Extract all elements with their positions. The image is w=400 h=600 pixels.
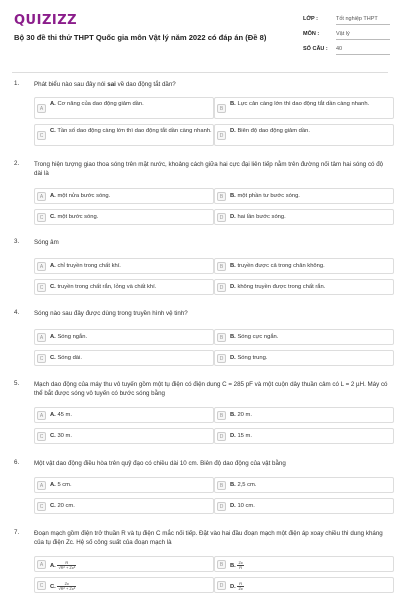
option-text: D. không truyền được trong chất rắn. <box>230 284 326 290</box>
option-text: C. 20 cm. <box>50 503 75 509</box>
option-text: D. Sóng trung. <box>230 355 268 361</box>
option-b[interactable] <box>214 188 394 204</box>
option-c[interactable] <box>34 209 214 225</box>
option-text: D. 15 m. <box>230 433 252 439</box>
option-text: C. một bước sóng. <box>50 214 99 220</box>
option-text: A. chỉ truyền trong chất khí. <box>50 263 121 269</box>
option-letter: A <box>37 481 46 490</box>
option-letter: D <box>217 131 226 140</box>
option-text: C. truyền trong chất rắn, lỏng và chất khí. <box>50 284 157 290</box>
option-letter: D <box>217 432 226 441</box>
option-a[interactable] <box>34 556 214 572</box>
question-text: Sóng nào sau đây được dùng trong truyền hình vệ tinh? <box>34 310 188 317</box>
option-d[interactable] <box>214 350 394 366</box>
document-title: Bộ 30 đề thi thử THPT Quốc gia môn Vật lý năm 2022 có đáp án (Đề 8) <box>14 33 267 42</box>
option-text: B. một phần tư bước sóng. <box>230 193 300 199</box>
option-text: D. Biên độ dao động giảm dần. <box>230 128 310 134</box>
fraction: $\frac{R}{\text{√R² + Zc²}}$ <box>58 560 76 570</box>
option-text: B. $\frac{Zc}{R}$ <box>230 560 243 570</box>
option-text: D. 10 cm. <box>230 503 255 509</box>
question-number: 4. <box>14 309 20 316</box>
question-number: 5. <box>14 380 20 387</box>
option-b[interactable] <box>214 556 394 572</box>
option-letter: B <box>217 192 226 201</box>
option-letter: C <box>37 581 46 590</box>
question-number: 2. <box>14 160 20 167</box>
option-letter: B <box>217 481 226 490</box>
question-text: Phát biểu nào sau đây nói sai về dao động tắt dần? <box>34 81 176 88</box>
option-d[interactable] <box>214 577 394 593</box>
option-text: C. Sóng dài. <box>50 355 82 361</box>
option-d[interactable] <box>214 498 394 514</box>
question-text: Trong hiện tượng giao thoa sóng trên mặt nước, khoảng cách giữa hai cực đại liên tiếp nằm trên đường nối tâm hai sóng có độ dài là <box>34 161 384 178</box>
question-number: 1. <box>14 80 20 87</box>
option-letter: B <box>217 560 226 569</box>
option-text: C. 30 m. <box>50 433 72 439</box>
question-text: Mạch dao động của máy thu vô tuyến gồm một tụ điện có điện dung C = 285 pF và một cuộn dây thuần cảm có L = 2 µH. Máy có thể bắt được sóng vô tuyến có bước sóng bằng <box>34 381 388 398</box>
option-letter: A <box>37 333 46 342</box>
option-letter: D <box>217 581 226 590</box>
option-text: B. Sóng cực ngắn. <box>230 334 279 340</box>
option-c[interactable] <box>34 279 214 295</box>
option-b[interactable] <box>214 258 394 274</box>
question-count-label: SỐ CÂU : <box>303 46 328 52</box>
option-b[interactable] <box>214 477 394 493</box>
option-text: D. $\frac{R}{Zc}$ <box>230 581 243 591</box>
option-letter: C <box>37 131 46 140</box>
option-letter: B <box>217 333 226 342</box>
question-number: 3. <box>14 238 20 245</box>
option-text: A. 5 cm. <box>50 482 72 488</box>
option-letter: A <box>37 560 46 569</box>
option-text: A. Sóng ngắn. <box>50 334 88 340</box>
option-letter: B <box>217 104 226 113</box>
class-label: LỚP : <box>303 16 318 22</box>
option-letter: A <box>37 192 46 201</box>
question-count-value: 40 <box>336 46 390 55</box>
header-divider <box>12 72 388 73</box>
option-text: A. $\frac{R}{\text{√R² + Zc²}}$ <box>50 560 76 570</box>
option-text: D. hai lần bước sóng. <box>230 214 286 220</box>
option-letter: B <box>217 411 226 420</box>
option-d[interactable] <box>214 124 394 146</box>
option-letter: D <box>217 283 226 292</box>
question-text: Một vật dao động điều hòa trên quỹ đạo có chiều dài 10 cm. Biên độ dao động của vật bằng <box>34 460 286 467</box>
option-text: A. một nửa bước sóng. <box>50 193 111 199</box>
option-c[interactable] <box>34 350 214 366</box>
option-c[interactable] <box>34 577 214 593</box>
question-number: 7. <box>14 529 20 536</box>
option-text: B. truyền được cả trong chân không. <box>230 263 325 269</box>
fraction: $\frac{Zc}{R}$ <box>238 560 243 570</box>
option-a[interactable] <box>34 329 214 345</box>
option-b[interactable] <box>214 97 394 119</box>
option-letter: C <box>37 432 46 441</box>
option-letter: C <box>37 283 46 292</box>
option-letter: D <box>217 354 226 363</box>
option-b[interactable] <box>214 329 394 345</box>
option-letter: C <box>37 213 46 222</box>
option-c[interactable] <box>34 124 214 146</box>
option-c[interactable] <box>34 498 214 514</box>
fraction: $\frac{R}{Zc}$ <box>238 581 243 591</box>
option-text: B. Lực cản càng lớn thì dao động tắt dần càng nhanh. <box>230 101 370 107</box>
question-text: Sóng âm <box>34 239 59 246</box>
option-text: A. 45 m. <box>50 412 72 418</box>
option-d[interactable] <box>214 209 394 225</box>
option-letter: B <box>217 262 226 271</box>
option-letter: C <box>37 354 46 363</box>
question-text: Đoạn mạch gồm điện trở thuần R và tụ điện C mắc nối tiếp. Đặt vào hai đầu đoạn mạch một điện áp xoay chiều thì dung kháng của tụ điện Zc. Hệ số công suất của đoạn mạch là <box>34 530 383 547</box>
option-letter: C <box>37 502 46 511</box>
fraction: $\frac{Zc}{\text{√R² + Zc²}}$ <box>58 581 76 591</box>
class-value: Tốt nghiệp THPT <box>336 16 390 25</box>
option-a[interactable] <box>34 407 214 423</box>
question-number: 6. <box>14 459 20 466</box>
option-letter: D <box>217 502 226 511</box>
option-letter: D <box>217 213 226 222</box>
option-letter: A <box>37 104 46 113</box>
option-letter: A <box>37 411 46 420</box>
option-text: B. 2,5 cm. <box>230 482 257 488</box>
option-a[interactable] <box>34 188 214 204</box>
option-b[interactable] <box>214 407 394 423</box>
option-letter: A <box>37 262 46 271</box>
page-header <box>0 0 400 72</box>
option-text: C. Tần số dao động càng lớn thì dao động tắt dần càng nhanh. <box>50 128 212 134</box>
option-text: C. $\frac{Zc}{\text{√R² + Zc²}}$ <box>50 581 76 591</box>
option-a[interactable] <box>34 258 214 274</box>
option-a[interactable] <box>34 477 214 493</box>
option-text: B. 20 m. <box>230 412 252 418</box>
option-d[interactable] <box>214 428 394 444</box>
subject-value: Vật lý <box>336 31 390 40</box>
option-a[interactable] <box>34 97 214 119</box>
quizizz-logo: QUIZIZZ <box>14 13 78 28</box>
option-c[interactable] <box>34 428 214 444</box>
option-text: A. Cơ năng của dao động giảm dần. <box>50 101 144 107</box>
subject-label: MÔN : <box>303 31 320 37</box>
option-d[interactable] <box>214 279 394 295</box>
